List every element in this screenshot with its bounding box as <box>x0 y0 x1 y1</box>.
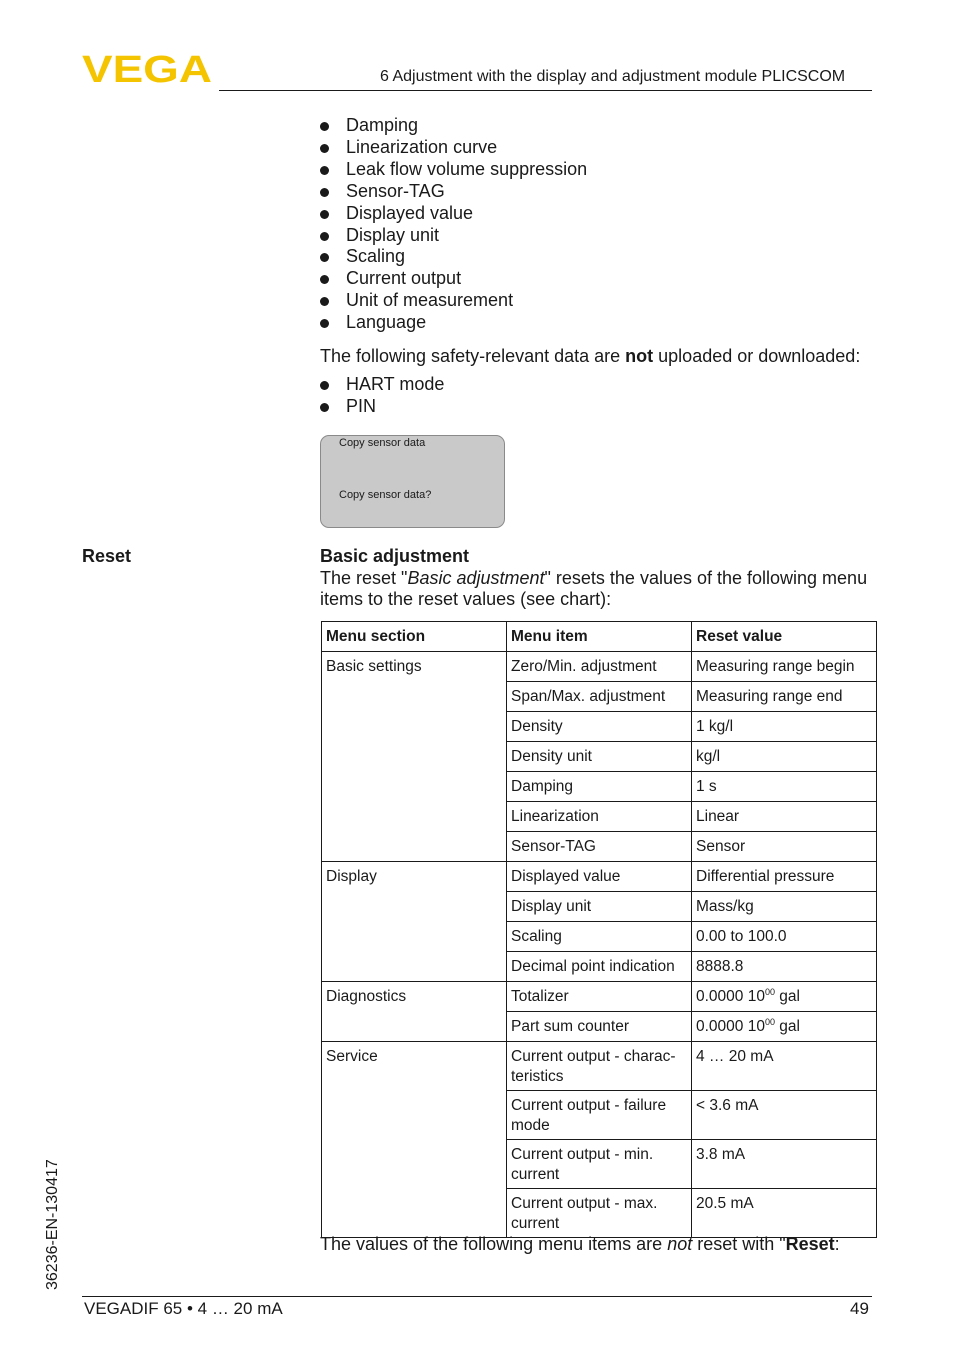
table-row <box>322 862 877 892</box>
logo-text: VEGA <box>82 52 212 84</box>
intro-text-before: The reset " <box>320 568 408 588</box>
list-item: HART mode <box>320 374 444 396</box>
header-menu-section: Menu section <box>322 622 507 652</box>
item-cell: Linearization <box>507 802 692 832</box>
not-reset-paragraph <box>320 1234 840 1255</box>
value-cell <box>692 982 877 1012</box>
display-menu-prompt: Copy sensor data? <box>339 489 432 501</box>
value-unit: gal <box>774 1018 800 1035</box>
value-exponent: 00 <box>764 1016 775 1027</box>
display-module-screen <box>320 435 505 528</box>
item-cell: Totalizer <box>507 982 692 1012</box>
uploaded-items-list <box>320 115 587 334</box>
not-uploaded-items-list <box>320 374 444 418</box>
value-cell: 1 kg/l <box>692 712 877 742</box>
not-reset-text-strong: Reset <box>785 1234 835 1254</box>
section-cell: Diagnostics <box>322 982 507 1042</box>
safety-text-emphasis: not <box>625 346 654 366</box>
table-row <box>322 982 877 1012</box>
value-unit: gal <box>774 988 800 1005</box>
item-cell: Current output - min. current <box>507 1140 692 1189</box>
document-id: 36236-EN-130417 <box>44 1159 61 1290</box>
item-cell: Damping <box>507 772 692 802</box>
item-cell: Density unit <box>507 742 692 772</box>
value-mantissa: 0.0000 10 <box>696 988 765 1005</box>
list-item: Linearization curve <box>320 137 587 159</box>
value-cell: Linear <box>692 802 877 832</box>
item-cell: Display unit <box>507 892 692 922</box>
value-cell: 0.00 to 100.0 <box>692 922 877 952</box>
value-cell: Sensor <box>692 832 877 862</box>
table-row <box>322 1042 877 1091</box>
not-reset-text-before: The values of the following menu items are <box>320 1234 668 1254</box>
footer-product: VEGADIF 65 • 4 … 20 mA <box>84 1299 283 1318</box>
list-item: Sensor-TAG <box>320 181 587 203</box>
value-cell: Measuring range begin <box>692 652 877 682</box>
item-cell: Current output - charac-teristics <box>507 1042 692 1091</box>
section-cell: Basic settings <box>322 652 507 862</box>
safety-paragraph <box>320 346 860 367</box>
intro-text-emphasis: Basic adjustment <box>407 568 545 588</box>
item-cell: Scaling <box>507 922 692 952</box>
item-cell: Decimal point indication <box>507 952 692 982</box>
item-cell: Density <box>507 712 692 742</box>
not-reset-text-emphasis: not <box>667 1234 693 1254</box>
not-reset-text-middle: reset with " <box>692 1234 786 1254</box>
side-label-reset: Reset <box>82 546 132 566</box>
value-cell: 20.5 mA <box>692 1189 877 1238</box>
value-cell: 1 s <box>692 772 877 802</box>
item-cell: Span/Max. adjustment <box>507 682 692 712</box>
list-item: Display unit <box>320 225 587 247</box>
table-row <box>322 652 877 682</box>
item-cell: Current output - failure mode <box>507 1091 692 1140</box>
table-header-row <box>322 622 877 652</box>
chapter-title: 6 Adjustment with the display and adjustment module PLICSCOM <box>380 68 846 85</box>
value-cell: Measuring range end <box>692 682 877 712</box>
value-cell: 8888.8 <box>692 952 877 982</box>
section-intro <box>320 568 872 610</box>
item-cell: Current output - max. current <box>507 1189 692 1238</box>
value-cell: Mass/kg <box>692 892 877 922</box>
vega-logo <box>82 52 212 84</box>
safety-text-before: The following safety-relevant data are <box>320 346 626 366</box>
value-cell: 3.8 mA <box>692 1140 877 1189</box>
reset-values-table <box>321 621 877 1238</box>
item-cell: Zero/Min. adjustment <box>507 652 692 682</box>
list-item: Language <box>320 312 587 334</box>
list-item: Leak flow volume suppression <box>320 159 587 181</box>
value-cell: < 3.6 mA <box>692 1091 877 1140</box>
display-menu-title: Copy sensor data <box>339 437 426 449</box>
header-reset-value: Reset value <box>692 622 877 652</box>
list-item: Damping <box>320 115 587 137</box>
safety-text-after: uploaded or downloaded: <box>653 346 861 366</box>
list-item: Displayed value <box>320 203 587 225</box>
section-heading: Basic adjustment <box>320 546 470 566</box>
value-cell <box>692 1012 877 1042</box>
value-cell: Differential pressure <box>692 862 877 892</box>
value-cell: kg/l <box>692 742 877 772</box>
not-reset-text-after: : <box>834 1234 840 1254</box>
intro-text-after: " resets the values of the following menu items to the reset values (see chart): <box>320 568 868 609</box>
section-cell: Display <box>322 862 507 982</box>
list-item: Unit of measurement <box>320 290 587 312</box>
list-item: Current output <box>320 268 587 290</box>
header-divider <box>219 90 872 91</box>
list-item: PIN <box>320 396 444 418</box>
item-cell: Part sum counter <box>507 1012 692 1042</box>
value-cell: 4 … 20 mA <box>692 1042 877 1091</box>
item-cell: Sensor-TAG <box>507 832 692 862</box>
value-mantissa: 0.0000 10 <box>696 1018 765 1035</box>
value-exponent: 00 <box>764 986 775 997</box>
section-cell: Service <box>322 1042 507 1238</box>
page-number: 49 <box>850 1299 869 1318</box>
footer-divider <box>82 1296 872 1297</box>
item-cell: Displayed value <box>507 862 692 892</box>
header-menu-item: Menu item <box>507 622 692 652</box>
list-item: Scaling <box>320 246 587 268</box>
